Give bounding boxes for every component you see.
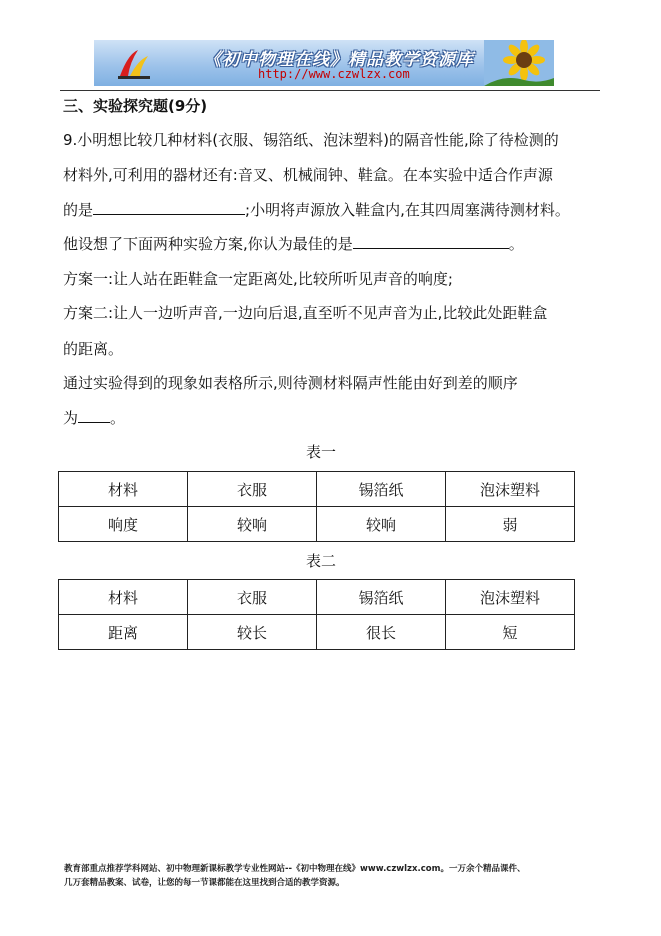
table-cell: 衣服 bbox=[188, 472, 317, 507]
question-line-3-pre: 的是 bbox=[63, 201, 94, 219]
question-line-2: 材料外,可利用的器材还有:音叉、机械闹钟、鞋盒。在本实验中适合作声源 bbox=[63, 166, 553, 184]
banner-url[interactable]: http://www.czwlzx.com bbox=[258, 67, 410, 81]
table-cell: 较响 bbox=[188, 507, 317, 542]
table-cell: 短 bbox=[446, 615, 575, 650]
table-2-caption: 表二 bbox=[306, 552, 337, 570]
table-cell: 锡箔纸 bbox=[317, 580, 446, 615]
plan-two-line-2: 的距离。 bbox=[63, 340, 124, 358]
answer-blank-best-plan[interactable] bbox=[353, 234, 509, 249]
question-line-4 bbox=[63, 233, 524, 255]
table-cell: 衣服 bbox=[188, 580, 317, 615]
site-logo-icon bbox=[116, 46, 152, 82]
header-divider bbox=[60, 90, 600, 91]
answer-blank-sound-source[interactable] bbox=[93, 200, 245, 215]
table-cell: 距离 bbox=[59, 615, 188, 650]
table-cell: 锡箔纸 bbox=[317, 472, 446, 507]
footer-line-1: 教育部重点推荐学科网站、初中物理新课标教学专业性网站--《初中物理在线》www.czwlzx.com。一万余个精品课件、 bbox=[64, 864, 526, 874]
table-cell: 材料 bbox=[59, 580, 188, 615]
result-line-2 bbox=[63, 407, 125, 429]
header-banner bbox=[94, 40, 554, 86]
table-cell: 较响 bbox=[317, 507, 446, 542]
table-row bbox=[59, 615, 575, 650]
table-row bbox=[59, 472, 575, 507]
plan-one: 方案一:让人站在距鞋盒一定距离处,比较所听见声音的响度; bbox=[63, 270, 453, 288]
question-line-3 bbox=[63, 199, 570, 221]
sunflower-icon bbox=[484, 40, 554, 86]
table-cell: 响度 bbox=[59, 507, 188, 542]
question-line-4-post: 。 bbox=[508, 235, 524, 253]
banner-title: 《初中物理在线》精品教学资源库 bbox=[204, 50, 474, 70]
table-cell: 泡沫塑料 bbox=[446, 472, 575, 507]
result-line-1: 通过实验得到的现象如表格所示,则待测材料隔声性能由好到差的顺序 bbox=[63, 374, 518, 392]
section-heading: 三、实验探究题(9分) bbox=[63, 97, 208, 115]
question-line-3-post: ;小明将声源放入鞋盒内,在其四周塞满待测材料。 bbox=[245, 201, 570, 219]
plan-two-line-1: 方案二:让人一边听声音,一边向后退,直至听不见声音为止,比较此处距鞋盒 bbox=[63, 304, 548, 322]
result-line-2-post: 。 bbox=[110, 409, 126, 427]
answer-blank-order[interactable] bbox=[78, 408, 110, 423]
footer-line-2: 几万套精品教案、试卷，让您的每一节课都能在这里找到合适的教学资源。 bbox=[64, 878, 345, 888]
table-cell: 较长 bbox=[188, 615, 317, 650]
question-line-4-pre: 他设想了下面两种实验方案,你认为最佳的是 bbox=[63, 235, 353, 253]
question-line-1: 9.小明想比较几种材料(衣服、锡箔纸、泡沫塑料)的隔音性能,除了待检测的 bbox=[63, 131, 559, 149]
table-cell: 弱 bbox=[446, 507, 575, 542]
result-line-2-pre: 为 bbox=[63, 409, 79, 427]
table-row bbox=[59, 580, 575, 615]
table-cell: 很长 bbox=[317, 615, 446, 650]
table-2 bbox=[58, 579, 575, 650]
table-cell: 材料 bbox=[59, 472, 188, 507]
table-cell: 泡沫塑料 bbox=[446, 580, 575, 615]
table-row bbox=[59, 507, 575, 542]
table-1 bbox=[58, 471, 575, 542]
table-1-caption: 表一 bbox=[306, 443, 337, 461]
page-footer bbox=[64, 862, 604, 890]
